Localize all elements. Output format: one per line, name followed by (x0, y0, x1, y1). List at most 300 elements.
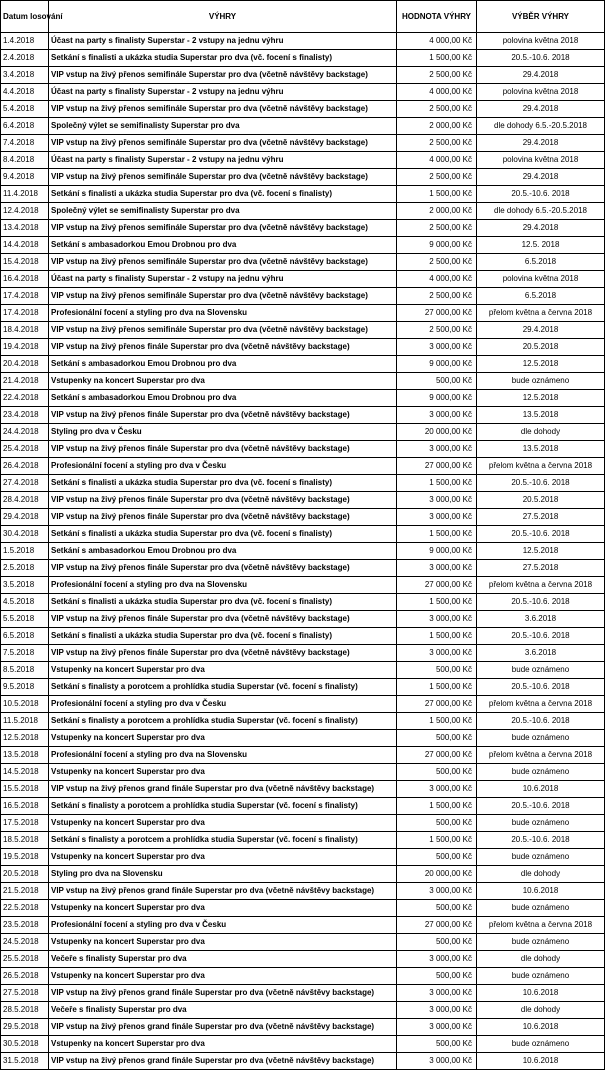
cell-date: 7.5.2018 (1, 645, 49, 662)
cell-selection: 20.5.-10.6. 2018 (477, 526, 605, 543)
cell-value: 9 000,00 Kč (397, 390, 477, 407)
cell-date: 26.5.2018 (1, 968, 49, 985)
cell-selection: přelom května a června 2018 (477, 305, 605, 322)
cell-selection: bude oznámeno (477, 730, 605, 747)
cell-date: 9.5.2018 (1, 679, 49, 696)
table-row (1, 509, 605, 526)
cell-prize: Setkání s finalisty a porotcem a prohlídka studia Superstar (vč. focení s finalisty) (49, 679, 397, 696)
table-row (1, 288, 605, 305)
cell-prize: Vstupenky na koncert Superstar pro dva (49, 730, 397, 747)
cell-selection: 3.6.2018 (477, 611, 605, 628)
cell-value: 9 000,00 Kč (397, 356, 477, 373)
cell-value: 3 000,00 Kč (397, 407, 477, 424)
table-row (1, 883, 605, 900)
table-row (1, 67, 605, 84)
cell-value: 4 000,00 Kč (397, 152, 477, 169)
cell-prize: Profesionální focení a styling pro dva na Slovensku (49, 305, 397, 322)
table-row (1, 373, 605, 390)
cell-date: 28.5.2018 (1, 1002, 49, 1019)
cell-value: 2 000,00 Kč (397, 203, 477, 220)
cell-date: 27.4.2018 (1, 475, 49, 492)
cell-prize: Setkání s finalisti a ukázka studia Superstar pro dva (vč. focení s finalisty) (49, 594, 397, 611)
cell-value: 1 500,00 Kč (397, 50, 477, 67)
cell-prize: VIP vstup na živý přenos semifinále Superstar pro dva (včetně návštěvy backstage) (49, 169, 397, 186)
cell-prize: Večeře s finalisty Superstar pro dva (49, 951, 397, 968)
cell-selection: dle dohody (477, 951, 605, 968)
cell-selection: polovina května 2018 (477, 33, 605, 50)
cell-selection: 10.6.2018 (477, 1019, 605, 1036)
cell-date: 29.5.2018 (1, 1019, 49, 1036)
cell-value: 3 000,00 Kč (397, 441, 477, 458)
cell-selection: 12.5.2018 (477, 356, 605, 373)
cell-selection: 10.6.2018 (477, 883, 605, 900)
cell-value: 3 000,00 Kč (397, 492, 477, 509)
cell-date: 2.4.2018 (1, 50, 49, 67)
cell-selection: polovina května 2018 (477, 84, 605, 101)
cell-value: 1 500,00 Kč (397, 594, 477, 611)
cell-prize: Styling pro dva v Česku (49, 424, 397, 441)
cell-date: 4.5.2018 (1, 594, 49, 611)
cell-date: 16.4.2018 (1, 271, 49, 288)
cell-value: 3 000,00 Kč (397, 509, 477, 526)
cell-value: 27 000,00 Kč (397, 747, 477, 764)
cell-prize: VIP vstup na živý přenos semifinále Superstar pro dva (včetně návštěvy backstage) (49, 135, 397, 152)
cell-prize: Vstupenky na koncert Superstar pro dva (49, 934, 397, 951)
cell-selection: polovina května 2018 (477, 152, 605, 169)
cell-value: 3 000,00 Kč (397, 781, 477, 798)
cell-selection: bude oznámeno (477, 764, 605, 781)
cell-value: 3 000,00 Kč (397, 611, 477, 628)
cell-date: 15.5.2018 (1, 781, 49, 798)
cell-date: 7.4.2018 (1, 135, 49, 152)
table-row (1, 985, 605, 1002)
cell-prize: Účast na party s finalisty Superstar - 2 vstupy na jednu výhru (49, 84, 397, 101)
cell-date: 13.4.2018 (1, 220, 49, 237)
cell-selection: 29.4.2018 (477, 135, 605, 152)
cell-date: 8.4.2018 (1, 152, 49, 169)
cell-value: 27 000,00 Kč (397, 305, 477, 322)
cell-date: 19.5.2018 (1, 849, 49, 866)
cell-date: 22.4.2018 (1, 390, 49, 407)
cell-selection: dle dohody (477, 866, 605, 883)
cell-prize: Společný výlet se semifinalisty Superstar pro dva (49, 118, 397, 135)
cell-selection: 10.6.2018 (477, 781, 605, 798)
cell-value: 27 000,00 Kč (397, 917, 477, 934)
table-row (1, 934, 605, 951)
cell-value: 2 500,00 Kč (397, 135, 477, 152)
cell-date: 15.4.2018 (1, 254, 49, 271)
cell-date: 11.4.2018 (1, 186, 49, 203)
cell-selection: dle dohody 6.5.-20.5.2018 (477, 118, 605, 135)
cell-selection: bude oznámeno (477, 373, 605, 390)
cell-date: 8.5.2018 (1, 662, 49, 679)
cell-prize: VIP vstup na živý přenos semifinále Superstar pro dva (včetně návštěvy backstage) (49, 67, 397, 84)
cell-prize: Styling pro dva na Slovensku (49, 866, 397, 883)
cell-prize: Večeře s finalisty Superstar pro dva (49, 1002, 397, 1019)
cell-value: 1 500,00 Kč (397, 526, 477, 543)
cell-prize: VIP vstup na živý přenos finále Superstar pro dva (včetně návštěvy backstage) (49, 492, 397, 509)
cell-value: 2 500,00 Kč (397, 288, 477, 305)
cell-value: 500,00 Kč (397, 934, 477, 951)
cell-selection: dle dohody (477, 1002, 605, 1019)
table-row (1, 968, 605, 985)
table-row (1, 1053, 605, 1070)
cell-date: 17.4.2018 (1, 288, 49, 305)
cell-value: 3 000,00 Kč (397, 985, 477, 1002)
cell-prize: Účast na party s finalisty Superstar - 2 vstupy na jednu výhru (49, 152, 397, 169)
header-prize: VÝHRY (49, 1, 397, 33)
table-row (1, 747, 605, 764)
table-row (1, 696, 605, 713)
cell-prize: VIP vstup na živý přenos finále Superstar pro dva (včetně návštěvy backstage) (49, 560, 397, 577)
cell-selection: 20.5.-10.6. 2018 (477, 50, 605, 67)
table-row (1, 50, 605, 67)
cell-prize: VIP vstup na živý přenos grand finále Superstar pro dva (včetně návštěvy backstage) (49, 1019, 397, 1036)
cell-prize: Vstupenky na koncert Superstar pro dva (49, 764, 397, 781)
table-row (1, 951, 605, 968)
cell-date: 18.5.2018 (1, 832, 49, 849)
cell-selection: přelom května a června 2018 (477, 577, 605, 594)
header-date: Datum losování (1, 1, 49, 33)
cell-value: 3 000,00 Kč (397, 883, 477, 900)
cell-date: 12.4.2018 (1, 203, 49, 220)
cell-date: 18.4.2018 (1, 322, 49, 339)
table-row (1, 169, 605, 186)
table-row (1, 1019, 605, 1036)
cell-selection: 20.5.-10.6. 2018 (477, 594, 605, 611)
table-row (1, 33, 605, 50)
cell-value: 500,00 Kč (397, 373, 477, 390)
cell-selection: bude oznámeno (477, 815, 605, 832)
cell-value: 500,00 Kč (397, 968, 477, 985)
cell-prize: Profesionální focení a styling pro dva v Česku (49, 458, 397, 475)
cell-selection: 20.5.-10.6. 2018 (477, 475, 605, 492)
cell-selection: 13.5.2018 (477, 407, 605, 424)
cell-prize: Setkání s finalisty a porotcem a prohlídka studia Superstar (vč. focení s finalisty) (49, 713, 397, 730)
cell-value: 9 000,00 Kč (397, 237, 477, 254)
cell-prize: Setkání s ambasadorkou Emou Drobnou pro dva (49, 237, 397, 254)
cell-date: 3.4.2018 (1, 67, 49, 84)
cell-date: 11.5.2018 (1, 713, 49, 730)
cell-prize: VIP vstup na živý přenos finále Superstar pro dva (včetně návštěvy backstage) (49, 407, 397, 424)
cell-date: 1.4.2018 (1, 33, 49, 50)
cell-selection: dle dohody (477, 424, 605, 441)
table-row (1, 322, 605, 339)
cell-selection: 29.4.2018 (477, 169, 605, 186)
cell-selection: 6.5.2018 (477, 254, 605, 271)
table-row (1, 305, 605, 322)
cell-value: 27 000,00 Kč (397, 696, 477, 713)
table-row (1, 152, 605, 169)
cell-prize: Vstupenky na koncert Superstar pro dva (49, 968, 397, 985)
cell-value: 20 000,00 Kč (397, 866, 477, 883)
cell-selection: přelom května a června 2018 (477, 458, 605, 475)
cell-selection: 29.4.2018 (477, 322, 605, 339)
cell-value: 3 000,00 Kč (397, 339, 477, 356)
cell-selection: dle dohody 6.5.-20.5.2018 (477, 203, 605, 220)
table-row (1, 441, 605, 458)
cell-selection: bude oznámeno (477, 662, 605, 679)
cell-prize: Setkání s finalisti a ukázka studia Superstar pro dva (vč. focení s finalisty) (49, 475, 397, 492)
cell-date: 3.5.2018 (1, 577, 49, 594)
cell-value: 3 000,00 Kč (397, 1019, 477, 1036)
cell-prize: VIP vstup na živý přenos finále Superstar pro dva (včetně návštěvy backstage) (49, 509, 397, 526)
cell-date: 5.5.2018 (1, 611, 49, 628)
table-row (1, 101, 605, 118)
cell-selection: bude oznámeno (477, 1036, 605, 1053)
cell-prize: VIP vstup na živý přenos finále Superstar pro dva (včetně návštěvy backstage) (49, 339, 397, 356)
cell-date: 28.4.2018 (1, 492, 49, 509)
cell-selection: 12.5.2018 (477, 543, 605, 560)
cell-date: 9.4.2018 (1, 169, 49, 186)
cell-prize: Vstupenky na koncert Superstar pro dva (49, 849, 397, 866)
cell-selection: 29.4.2018 (477, 101, 605, 118)
cell-value: 500,00 Kč (397, 815, 477, 832)
cell-value: 2 500,00 Kč (397, 254, 477, 271)
table-row (1, 917, 605, 934)
table-row (1, 492, 605, 509)
cell-date: 20.4.2018 (1, 356, 49, 373)
table-row (1, 407, 605, 424)
cell-value: 1 500,00 Kč (397, 679, 477, 696)
cell-selection: 10.6.2018 (477, 1053, 605, 1070)
cell-selection: 10.6.2018 (477, 985, 605, 1002)
cell-value: 3 000,00 Kč (397, 1053, 477, 1070)
table-row (1, 203, 605, 220)
table-row (1, 815, 605, 832)
table-row (1, 254, 605, 271)
cell-prize: Společný výlet se semifinalisty Superstar pro dva (49, 203, 397, 220)
table-row (1, 781, 605, 798)
cell-value: 1 500,00 Kč (397, 832, 477, 849)
cell-date: 2.5.2018 (1, 560, 49, 577)
cell-date: 29.4.2018 (1, 509, 49, 526)
cell-selection: 12.5. 2018 (477, 237, 605, 254)
table-row (1, 679, 605, 696)
cell-date: 1.5.2018 (1, 543, 49, 560)
cell-prize: Profesionální focení a styling pro dva na Slovensku (49, 577, 397, 594)
cell-value: 2 000,00 Kč (397, 118, 477, 135)
cell-prize: Profesionální focení a styling pro dva v Česku (49, 917, 397, 934)
cell-prize: VIP vstup na živý přenos semifinále Superstar pro dva (včetně návštěvy backstage) (49, 322, 397, 339)
cell-value: 1 500,00 Kč (397, 798, 477, 815)
cell-value: 4 000,00 Kč (397, 33, 477, 50)
table-row (1, 900, 605, 917)
cell-value: 3 000,00 Kč (397, 560, 477, 577)
cell-value: 500,00 Kč (397, 764, 477, 781)
cell-selection: 20.5.-10.6. 2018 (477, 798, 605, 815)
cell-selection: bude oznámeno (477, 934, 605, 951)
table-row (1, 730, 605, 747)
cell-prize: Vstupenky na koncert Superstar pro dva (49, 662, 397, 679)
cell-value: 2 500,00 Kč (397, 101, 477, 118)
cell-prize: VIP vstup na živý přenos semifinále Superstar pro dva (včetně návštěvy backstage) (49, 288, 397, 305)
cell-prize: VIP vstup na živý přenos finále Superstar pro dva (včetně návštěvy backstage) (49, 645, 397, 662)
cell-selection: 20.5.-10.6. 2018 (477, 713, 605, 730)
cell-date: 6.5.2018 (1, 628, 49, 645)
cell-selection: 13.5.2018 (477, 441, 605, 458)
cell-date: 30.5.2018 (1, 1036, 49, 1053)
cell-date: 13.5.2018 (1, 747, 49, 764)
cell-date: 14.5.2018 (1, 764, 49, 781)
cell-prize: VIP vstup na živý přenos finále Superstar pro dva (včetně návštěvy backstage) (49, 441, 397, 458)
cell-prize: Setkání s ambasadorkou Emou Drobnou pro dva (49, 543, 397, 560)
cell-prize: VIP vstup na živý přenos grand finále Superstar pro dva (včetně návštěvy backstage) (49, 883, 397, 900)
cell-value: 4 000,00 Kč (397, 84, 477, 101)
table-row (1, 645, 605, 662)
cell-date: 31.5.2018 (1, 1053, 49, 1070)
cell-prize: Vstupenky na koncert Superstar pro dva (49, 900, 397, 917)
header-row (1, 1, 605, 33)
cell-date: 16.5.2018 (1, 798, 49, 815)
cell-prize: Setkání s finalisty a porotcem a prohlídka studia Superstar (vč. focení s finalisty) (49, 798, 397, 815)
table-row (1, 220, 605, 237)
header-selection: VÝBĚR VÝHRY (477, 1, 605, 33)
table-row (1, 118, 605, 135)
cell-selection: 20.5.2018 (477, 492, 605, 509)
cell-prize: VIP vstup na živý přenos grand finále Superstar pro dva (včetně návštěvy backstage) (49, 781, 397, 798)
table-row (1, 424, 605, 441)
table-row (1, 764, 605, 781)
table-row (1, 543, 605, 560)
table-body (1, 33, 605, 1070)
table-row (1, 594, 605, 611)
cell-value: 500,00 Kč (397, 1036, 477, 1053)
cell-date: 20.5.2018 (1, 866, 49, 883)
cell-selection: polovina května 2018 (477, 271, 605, 288)
cell-prize: Setkání s finalisti a ukázka studia Superstar pro dva (vč. focení s finalisty) (49, 628, 397, 645)
table-row (1, 662, 605, 679)
cell-value: 2 500,00 Kč (397, 169, 477, 186)
cell-selection: 29.4.2018 (477, 220, 605, 237)
cell-value: 500,00 Kč (397, 900, 477, 917)
cell-value: 500,00 Kč (397, 730, 477, 747)
cell-selection: 27.5.2018 (477, 509, 605, 526)
cell-date: 14.4.2018 (1, 237, 49, 254)
cell-value: 3 000,00 Kč (397, 645, 477, 662)
cell-prize: VIP vstup na živý přenos grand finále Superstar pro dva (včetně návštěvy backstage) (49, 985, 397, 1002)
cell-selection: přelom května a června 2018 (477, 917, 605, 934)
table-row (1, 866, 605, 883)
cell-date: 21.5.2018 (1, 883, 49, 900)
cell-date: 10.5.2018 (1, 696, 49, 713)
cell-prize: Setkání s ambasadorkou Emou Drobnou pro dva (49, 356, 397, 373)
cell-value: 27 000,00 Kč (397, 577, 477, 594)
table-row (1, 84, 605, 101)
cell-selection: 20.5.-10.6. 2018 (477, 628, 605, 645)
cell-date: 25.5.2018 (1, 951, 49, 968)
cell-selection: 6.5.2018 (477, 288, 605, 305)
table-row (1, 713, 605, 730)
table-row (1, 560, 605, 577)
cell-date: 27.5.2018 (1, 985, 49, 1002)
cell-prize: VIP vstup na živý přenos semifinále Superstar pro dva (včetně návštěvy backstage) (49, 254, 397, 271)
cell-prize: Setkání s ambasadorkou Emou Drobnou pro dva (49, 390, 397, 407)
cell-prize: VIP vstup na živý přenos semifinále Superstar pro dva (včetně návštěvy backstage) (49, 220, 397, 237)
cell-value: 27 000,00 Kč (397, 458, 477, 475)
cell-prize: Setkání s finalisty a porotcem a prohlídka studia Superstar (vč. focení s finalisty) (49, 832, 397, 849)
table-row (1, 628, 605, 645)
table-row (1, 390, 605, 407)
cell-value: 4 000,00 Kč (397, 271, 477, 288)
cell-value: 1 500,00 Kč (397, 186, 477, 203)
cell-prize: Vstupenky na koncert Superstar pro dva (49, 815, 397, 832)
cell-value: 9 000,00 Kč (397, 543, 477, 560)
cell-date: 5.4.2018 (1, 101, 49, 118)
cell-date: 23.4.2018 (1, 407, 49, 424)
table-row (1, 356, 605, 373)
table-row (1, 526, 605, 543)
cell-prize: Vstupenky na koncert Superstar pro dva (49, 373, 397, 390)
cell-date: 24.4.2018 (1, 424, 49, 441)
cell-date: 22.5.2018 (1, 900, 49, 917)
cell-value: 2 500,00 Kč (397, 67, 477, 84)
table-row (1, 1036, 605, 1053)
cell-date: 12.5.2018 (1, 730, 49, 747)
cell-value: 2 500,00 Kč (397, 220, 477, 237)
cell-prize: Setkání s finalisti a ukázka studia Superstar pro dva (vč. focení s finalisty) (49, 50, 397, 67)
cell-value: 2 500,00 Kč (397, 322, 477, 339)
cell-prize: Vstupenky na koncert Superstar pro dva (49, 1036, 397, 1053)
cell-date: 23.5.2018 (1, 917, 49, 934)
cell-date: 25.4.2018 (1, 441, 49, 458)
table-row (1, 849, 605, 866)
cell-selection: 20.5.-10.6. 2018 (477, 832, 605, 849)
table-row (1, 271, 605, 288)
table-row (1, 1002, 605, 1019)
table-row (1, 237, 605, 254)
header-value: HODNOTA VÝHRY (397, 1, 477, 33)
table-row (1, 458, 605, 475)
cell-date: 4.4.2018 (1, 84, 49, 101)
cell-prize: Profesionální focení a styling pro dva v Česku (49, 696, 397, 713)
cell-prize: Účast na party s finalisty Superstar - 2 vstupy na jednu výhru (49, 33, 397, 50)
cell-prize: Účast na party s finalisty Superstar - 2 vstupy na jednu výhru (49, 271, 397, 288)
cell-value: 500,00 Kč (397, 662, 477, 679)
cell-prize: VIP vstup na živý přenos grand finále Superstar pro dva (včetně návštěvy backstage) (49, 1053, 397, 1070)
cell-date: 19.4.2018 (1, 339, 49, 356)
cell-date: 26.4.2018 (1, 458, 49, 475)
cell-selection: přelom května a června 2018 (477, 696, 605, 713)
cell-prize: Profesionální focení a styling pro dva na Slovensku (49, 747, 397, 764)
cell-value: 3 000,00 Kč (397, 951, 477, 968)
table-row (1, 611, 605, 628)
cell-value: 1 500,00 Kč (397, 475, 477, 492)
table-row (1, 339, 605, 356)
table-row (1, 135, 605, 152)
cell-date: 6.4.2018 (1, 118, 49, 135)
cell-prize: VIP vstup na živý přenos finále Superstar pro dva (včetně návštěvy backstage) (49, 611, 397, 628)
cell-value: 20 000,00 Kč (397, 424, 477, 441)
cell-selection: bude oznámeno (477, 968, 605, 985)
cell-selection: 3.6.2018 (477, 645, 605, 662)
table-row (1, 832, 605, 849)
cell-date: 17.5.2018 (1, 815, 49, 832)
cell-selection: bude oznámeno (477, 900, 605, 917)
cell-date: 30.4.2018 (1, 526, 49, 543)
table-row (1, 577, 605, 594)
cell-selection: 12.5.2018 (477, 390, 605, 407)
cell-date: 17.4.2018 (1, 305, 49, 322)
table-row (1, 475, 605, 492)
cell-value: 500,00 Kč (397, 849, 477, 866)
cell-value: 3 000,00 Kč (397, 1002, 477, 1019)
cell-selection: 29.4.2018 (477, 67, 605, 84)
cell-selection: přelom května a června 2018 (477, 747, 605, 764)
cell-prize: Setkání s finalisti a ukázka studia Superstar pro dva (vč. focení s finalisty) (49, 526, 397, 543)
cell-selection: 20.5.2018 (477, 339, 605, 356)
table-row (1, 186, 605, 203)
